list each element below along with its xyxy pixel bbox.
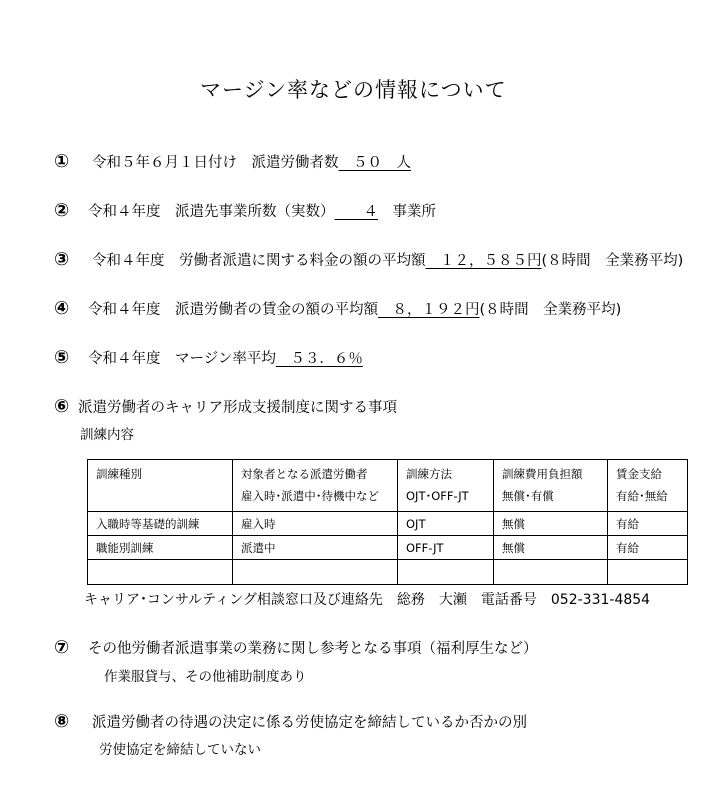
table-cell: 有給 bbox=[608, 536, 688, 560]
item-label: 令和４年度 派遣先事業所数（実数） bbox=[88, 204, 335, 220]
item-number: ⑦ bbox=[54, 637, 70, 658]
table-cell bbox=[494, 560, 608, 585]
item-number: ③ bbox=[54, 249, 70, 270]
training-table bbox=[87, 459, 688, 585]
header-training-type: 訓練種別 bbox=[88, 460, 233, 512]
table-cell bbox=[398, 560, 494, 585]
item-value: ５０ 人 bbox=[338, 155, 411, 171]
item-8-labor-agreement bbox=[54, 711, 527, 732]
table-cell bbox=[608, 560, 688, 585]
page-title: マージン率などの情報について bbox=[200, 78, 507, 102]
table-row bbox=[88, 536, 688, 560]
table-row-empty bbox=[88, 560, 688, 585]
table-header-row bbox=[88, 460, 688, 512]
item-value: ４ bbox=[334, 204, 378, 220]
item-label: その他労働者派遣事業の業務に関し参考となる事項（福利厚生など） bbox=[88, 641, 538, 657]
item-suffix: (８時間 全業務平均) bbox=[479, 302, 622, 318]
table-cell: 職能別訓練 bbox=[88, 536, 233, 560]
table-cell bbox=[88, 560, 233, 585]
item-number: ② bbox=[54, 200, 70, 221]
item-number: ④ bbox=[54, 298, 70, 319]
training-content-label: 訓練内容 bbox=[80, 427, 134, 443]
header-target-workers: 対象者となる派遣労働者 雇入時･派遣中･待機中など bbox=[233, 460, 398, 512]
item-number: ① bbox=[54, 151, 70, 172]
table-row bbox=[88, 512, 688, 536]
item-number: ⑤ bbox=[54, 347, 70, 368]
item-value: １２，５８５円 bbox=[425, 253, 542, 269]
item-3-average-fee bbox=[54, 249, 683, 270]
table-cell: 雇入時 bbox=[233, 512, 398, 536]
item-label: 令和４年度 派遣労働者の賃金の額の平均額 bbox=[88, 302, 378, 318]
table-cell: OJT bbox=[398, 512, 494, 536]
table-cell: OFF-JT bbox=[398, 536, 494, 560]
item-4-average-wage bbox=[54, 298, 621, 319]
item-7-other-info bbox=[54, 637, 538, 658]
item-label: 令和４年度 マージン率平均 bbox=[88, 351, 276, 367]
other-info-detail: 作業服貸与、その他補助制度あり bbox=[104, 669, 307, 685]
item-label: 令和４年度 労働者派遣に関する料金の額の平均額 bbox=[92, 253, 426, 269]
header-wage-payment: 賃金支給 有給･無給 bbox=[608, 460, 688, 512]
header-training-method: 訓練方法 OJT･OFF-JT bbox=[398, 460, 494, 512]
header-cost-burden: 訓練費用負担額 無償･有償 bbox=[494, 460, 608, 512]
item-value: ５３．６％ bbox=[275, 351, 363, 367]
item-5-margin-rate bbox=[54, 347, 363, 368]
item-2-client-sites bbox=[54, 200, 436, 221]
table-cell: 派遣中 bbox=[233, 536, 398, 560]
table-cell: 無償 bbox=[494, 512, 608, 536]
item-6-career-support bbox=[54, 396, 397, 417]
labor-agreement-detail: 労使協定を締結していない bbox=[99, 742, 261, 758]
table-cell bbox=[233, 560, 398, 585]
career-consulting-contact: キャリア･コンサルティング相談窓口及び連絡先 総務 大瀬 電話番号 052-331-4854 bbox=[84, 592, 651, 608]
item-label: 派遣労働者の待遇の決定に係る労使協定を締結しているか否かの別 bbox=[92, 715, 527, 731]
item-1-worker-count bbox=[54, 151, 411, 172]
table-cell: 入職時等基礎的訓練 bbox=[88, 512, 233, 536]
item-suffix: 事業所 bbox=[378, 204, 436, 220]
item-label: 派遣労働者のキャリア形成支援制度に関する事項 bbox=[78, 400, 397, 416]
table-cell: 無償 bbox=[494, 536, 608, 560]
item-suffix: (８時間 全業務平均) bbox=[541, 253, 684, 269]
table-cell: 有給 bbox=[608, 512, 688, 536]
item-value: ８，１９２円 bbox=[378, 302, 480, 318]
item-label: 令和５年６月１日付け 派遣労働者数 bbox=[92, 155, 339, 171]
item-number: ⑥ bbox=[54, 396, 70, 417]
item-number: ⑧ bbox=[54, 711, 70, 732]
